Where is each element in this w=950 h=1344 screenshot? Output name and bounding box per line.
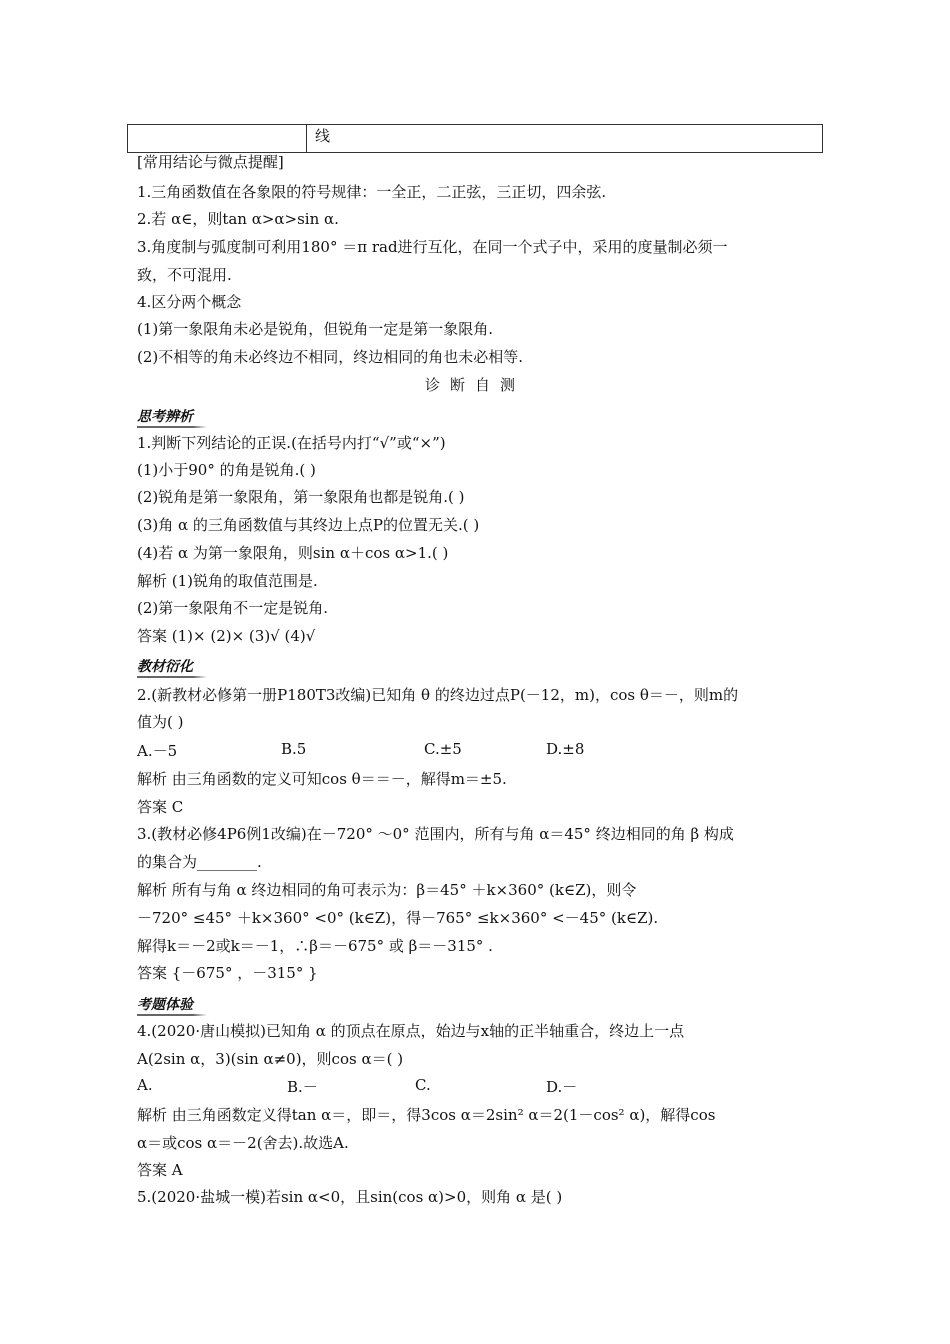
question-line: (3)角 α 的三角函数值与其终边上点P的位置无关.( ) <box>137 516 480 534</box>
question-line: A(2sin α，3)(sin α≠0)，则cos α＝( ) <box>137 1050 404 1068</box>
options-row <box>137 740 827 762</box>
option: C. <box>415 1076 431 1094</box>
analysis-line: (2)第一象限角不一定是锐角. <box>137 599 329 617</box>
question-line: 值为( ) <box>137 713 184 731</box>
option: A. <box>137 1076 153 1094</box>
options-row <box>137 1076 827 1098</box>
question-line: 4.(2020·唐山模拟)已知角 α 的顶点在原点，始边与x轴的正半轴重合，终边上一点 <box>137 1022 685 1040</box>
tag-label: 思考辨析 <box>137 406 207 426</box>
text-line: 3.角度制与弧度制可利用180° ＝π rad进行互化，在同一个式子中，采用的度量制必须一 <box>137 238 728 256</box>
question-line: (1)小于90° 的角是锐角.( ) <box>137 461 316 479</box>
option: A.－5 <box>137 742 178 760</box>
question-line: (4)若 α 为第一象限角，则sin α＋cos α>1.( ) <box>137 544 449 562</box>
analysis-line: 解析 (1)锐角的取值范围是. <box>137 572 318 590</box>
text-line: (2)不相等的角未必终边不相同，终边相同的角也未必相等. <box>137 348 524 366</box>
top-table <box>127 124 823 153</box>
analysis-line: α＝或cos α＝－2(舍去).故选A. <box>137 1134 349 1152</box>
text-line: (1)第一象限角未必是锐角，但锐角一定是第一象限角. <box>137 320 494 338</box>
answer-line: 答案 A <box>137 1161 183 1179</box>
analysis-line: 解析 由三角函数的定义可知cos θ＝＝－，解得m＝±5. <box>137 770 507 788</box>
answer-line: 答案 (1)× (2)× (3)√ (4)√ <box>137 627 316 645</box>
text-line: 致，不可混用. <box>137 266 232 284</box>
analysis-line: 解析 所有与角 α 终边相同的角可表示为：β＝45° ＋k×360° (k∈Z)，则令 <box>137 881 637 899</box>
answer-line: 答案 {－675° ，－315° } <box>137 964 318 982</box>
analysis-line: －720° ≤45° ＋k×360° <0° (k∈Z)，得－765° ≤k×360° <－45° (k∈Z). <box>137 909 659 927</box>
option: C.±5 <box>424 740 462 758</box>
option: B.－ <box>287 1078 318 1096</box>
table-cell-left <box>128 125 307 153</box>
question-line: 2.(新教材必修第一册P180T3改编)已知角 θ 的终边过点P(－12，m)，cos θ＝－，则m的 <box>137 686 739 704</box>
question-line: (2)锐角是第一象限角，第一象限角也都是锐角.( ) <box>137 488 465 506</box>
tag-label: 考题体验 <box>137 994 207 1014</box>
text-line: 2.若 α∈，则tan α>α>sin α. <box>137 210 339 228</box>
option: B.5 <box>281 740 307 758</box>
text-line: 4.区分两个概念 <box>137 293 242 311</box>
text-line: 1.三角函数值在各象限的符号规律：一全正，二正弦，三正切，四余弦. <box>137 183 607 201</box>
answer-line: 答案 C <box>137 798 184 816</box>
section-title: [常用结论与微点提醒] <box>137 153 284 171</box>
analysis-line: 解得k＝－2或k＝－1，∴β＝－675° 或 β＝－315° . <box>137 937 493 955</box>
analysis-line: 解析 由三角函数定义得tan α＝，即＝，得3cos α＝2sin² α＝2(1－cos² α)，解得cos <box>137 1106 716 1124</box>
section-heading: 诊断自测 <box>424 376 525 394</box>
table-cell-right: 线 <box>307 125 823 153</box>
option: D.±8 <box>546 740 585 758</box>
question-line: 的集合为________. <box>137 853 262 871</box>
question-line: 1.判断下列结论的正误.(在括号内打“√”或“×”) <box>137 434 446 452</box>
tag-label: 教材衍化 <box>137 656 207 676</box>
question-line: 3.(教材必修4P6例1改编)在－720° ～0° 范围内，所有与角 α＝45° 终边相同的角 β 构成 <box>137 825 734 843</box>
option: D.－ <box>546 1078 578 1096</box>
question-line: 5.(2020·盐城一模)若sin α<0，且sin(cos α)>0，则角 α 是( ) <box>137 1188 563 1206</box>
